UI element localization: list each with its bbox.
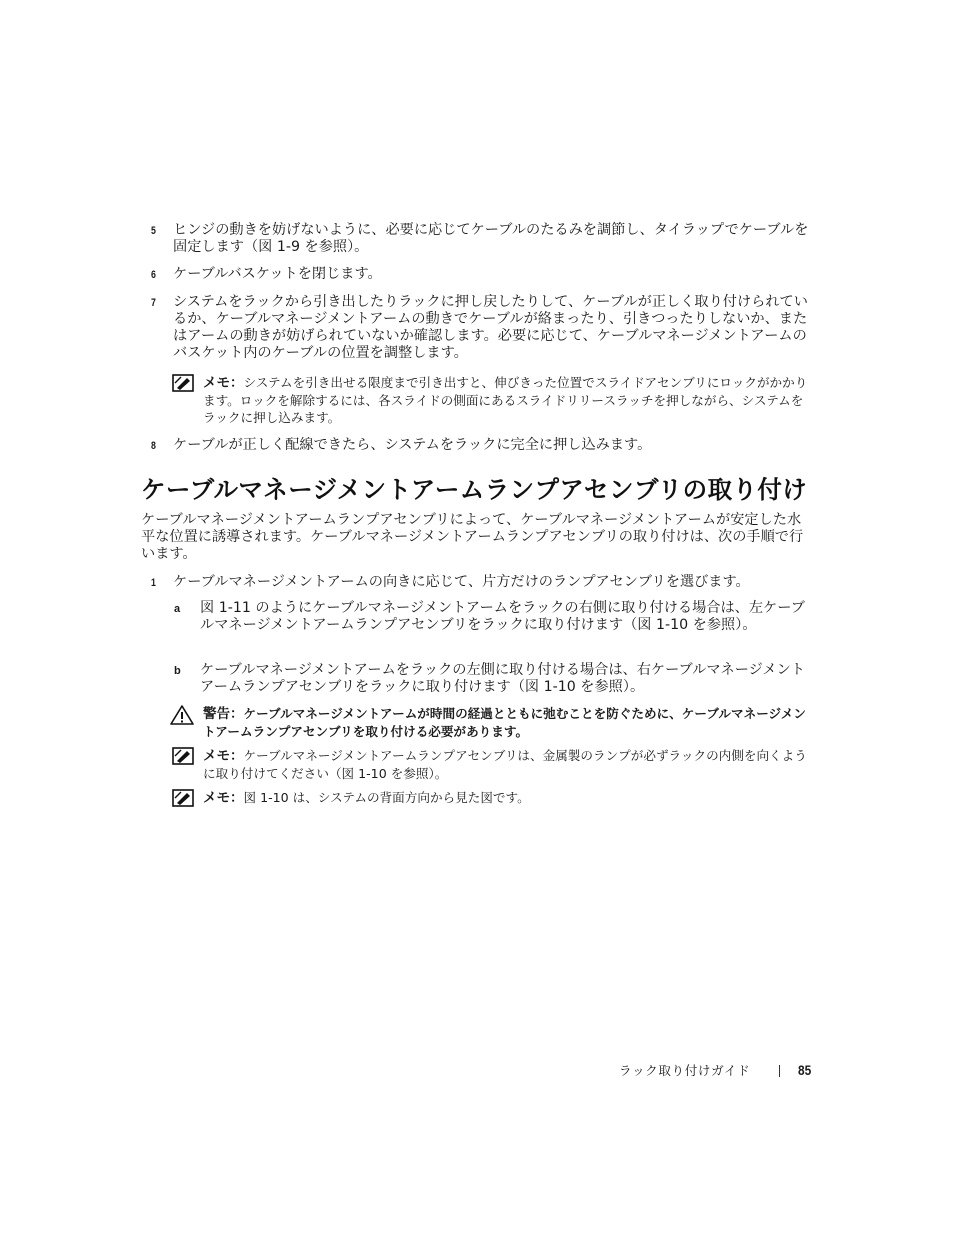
- note-pencil-icon: [172, 789, 194, 807]
- note-text: 図 1-10 は、システムの背面方向から見た図です。: [243, 790, 530, 805]
- step-number: 7: [151, 297, 156, 309]
- note-ramp-direction: [172, 747, 815, 782]
- note-pencil-icon: [172, 374, 194, 392]
- note-label: メモ：: [203, 748, 244, 764]
- intro-paragraph: ケーブルマネージメントアームランプアセンブリによって、ケーブルマネージメントアームが安定した水平な位置に誘導されます。ケーブルマネージメントアームランプアセンブリの取り付けは、次の手順で行います。: [141, 512, 804, 562]
- substep-text: 図 1-11 のようにケーブルマネージメントアームをラックの右側に取り付ける場合は、左ケーブルマネージメントアームランプアセンブリをラックに取り付けます（図 1-10 を参照）。: [200, 600, 805, 633]
- note-pencil-icon: [172, 747, 194, 765]
- section-heading: ケーブルマネージメントアームランプアセンブリの取り付け: [141, 475, 808, 504]
- substep-text: ケーブルマネージメントアームをラックの左側に取り付ける場合は、右ケーブルマネージメントアームランプアセンブリをラックに取り付けます（図 1-10 を参照）。: [200, 662, 805, 695]
- footer-separator: [779, 1065, 780, 1077]
- step-text: ケーブルバスケットを閉じます。: [173, 266, 382, 282]
- substep-letter: a: [174, 603, 181, 615]
- note-text: システムを引き出せる限度まで引き出すと、伸びきった位置でスライドアセンブリにロックがかかります。ロックを解除するには、各スライドの側面にあるスライドリリースラッチを押しながら、システムをラックに押し込みます。: [203, 375, 808, 425]
- step-number: 5: [151, 225, 156, 237]
- step-6: [151, 266, 816, 283]
- note-slide-lock: [172, 374, 815, 426]
- caution-text: ケーブルマネージメントアームが時間の経過とともに弛むことを防ぐために、ケーブルマネージメントアームランプアセンブリを取り付ける必要があります。: [203, 706, 806, 739]
- substep-b: [174, 662, 814, 696]
- step-8: [151, 437, 816, 454]
- substep-letter: b: [174, 665, 181, 677]
- step-number: 1: [151, 577, 156, 589]
- step-text: ケーブルマネージメントアームの向きに応じて、片方だけのランプアセンブリを選びます。: [173, 574, 750, 590]
- step-number: 6: [151, 269, 156, 281]
- step-text: ヒンジの動きを妨げないように、必要に応じてケーブルのたるみを調節し、タイラップでケーブルを固定します（図 1-9 を参照）。: [173, 222, 809, 255]
- caution-label: 警告：: [203, 706, 244, 722]
- warning-triangle-icon: [170, 705, 194, 725]
- page-number: 85: [798, 1062, 812, 1078]
- step-1: [151, 574, 816, 591]
- step-text: システムをラックから引き出したりラックに押し戻したりして、ケーブルが正しく取り付けられているか、ケーブルマネージメントアームの動きでケーブルが絡まったり、引きつったりしないか、またはアームの動きが妨げられていないか確認します。必要に応じて、ケーブルマネージメントアームのバスケット内のケーブルの位置を調整します。: [173, 294, 808, 361]
- caution-note: [172, 705, 815, 740]
- step-7: [151, 294, 816, 362]
- step-number: 8: [151, 440, 156, 452]
- step-5: [151, 222, 816, 256]
- note-figure-view: [172, 789, 815, 807]
- step-text: ケーブルが正しく配線できたら、システムをラックに完全に押し込みます。: [173, 437, 652, 453]
- substep-a: [174, 600, 814, 634]
- note-text: ケーブルマネージメントアームランプアセンブリは、金属製のランプが必ずラックの内側を向くように取り付けてください（図 1-10 を参照）。: [203, 748, 807, 781]
- footer-title: ラック取り付けガイド: [619, 1063, 751, 1078]
- note-label: メモ：: [203, 375, 244, 391]
- note-label: メモ：: [203, 790, 244, 806]
